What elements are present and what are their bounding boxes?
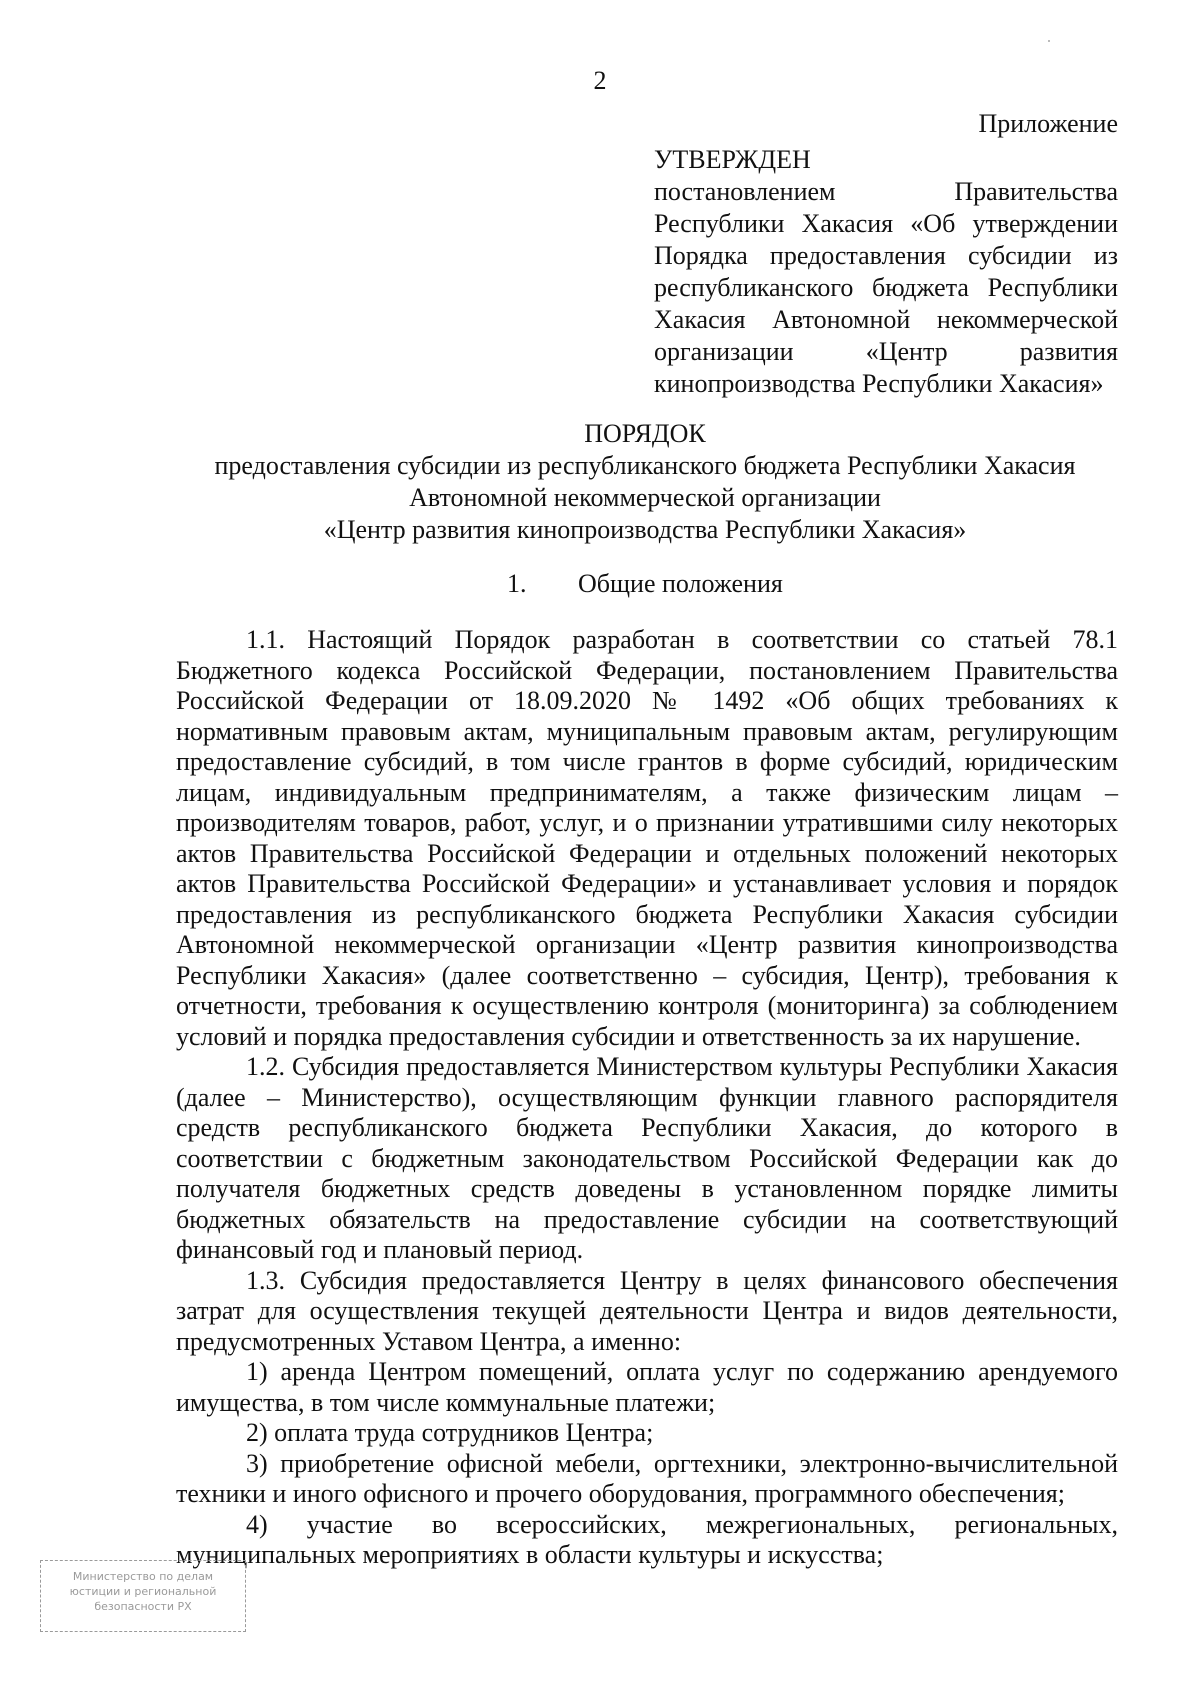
list-item-3: 3) приобретение офисной мебели, оргтехники, электронно-вычислительной техники и иного офисного и прочего оборудования, программного обеспечения; <box>176 1448 1118 1508</box>
paragraph-1-3: 1.3. Субсидия предоставляется Центру в целях финансового обеспечения затрат для осуществления текущей деятельности Центра и видов деятельности, предусмотренных Уставом Центра, а именно: <box>176 1265 1118 1356</box>
section-number: 1. <box>507 569 527 598</box>
document-subtitle <box>130 450 1160 546</box>
list-item-1: 1) аренда Центром помещений, оплата услуг по содержанию арендуемого имущества, в том числе коммунальные платежи; <box>176 1357 1118 1417</box>
approved-label: УТВЕРЖДЕН <box>654 145 811 174</box>
approval-resolution: постановлением Правительства Республики Хакасия «Об утверждении Порядка предоставления субсидии из республиканского бюджета Республики Хакасия Автономной некоммерческой организации «Центр развития кинопроизводства Республики Хакасия» <box>654 177 1118 398</box>
page-number: 2 <box>593 66 607 95</box>
document-title: ПОРЯДОК <box>584 419 706 448</box>
approval-block <box>654 108 1118 400</box>
document-body <box>176 625 1118 1571</box>
list-item-2: 2) оплата труда сотрудников Центра; <box>246 1418 654 1447</box>
stamp-line: Министерство по делам <box>72 1570 214 1583</box>
subtitle-line: Автономной некоммерческой организации <box>409 483 881 512</box>
stamp-line: безопасности РХ <box>94 1600 192 1613</box>
section-name: Общие положения <box>578 569 783 598</box>
paragraph-1-2: 1.2. Субсидия предоставляется Министерством культуры Республики Хакасия (далее – Министерство), осуществляющим функции главного распорядителя средств республиканского бюджета Республики Хакасия, до которого в соответствии с бюджетным законодательством Российской Федерации как до получателя бюджетных средств доведены в установленном порядке лимиты бюджетных обязательств на предоставление субсидии на соответствующий финансовый год и плановый период. <box>176 1052 1118 1264</box>
stamp-line: юстиции и региональной <box>69 1585 217 1598</box>
scan-speck <box>1048 40 1050 42</box>
annex-label: Приложение <box>978 109 1118 138</box>
subtitle-line: предоставления субсидии из республиканского бюджета Республики Хакасия <box>214 451 1076 480</box>
list-item-4: 4) участие во всероссийских, межрегиональных, региональных, муниципальных мероприятиях в области культуры и искусства; <box>176 1509 1118 1569</box>
registration-stamp <box>40 1560 246 1632</box>
paragraph-1-1: 1.1. Настоящий Порядок разработан в соответствии со статьей 78.1 Бюджетного кодекса Российской Федерации, постановлением Правительства Российской Федерации от 18.09.2020 № 1492 «Об общих требованиях к нормативным правовым актам, муниципальным правовым актам, регулирующим предоставление субсидий, в том числе грантов в форме субсидий, юридическим лицам, индивидуальным предпринимателям, а также физическим лицам – производителям товаров, работ, услуг, и о признании утратившими силу некоторых актов Правительства Российской Федерации и отдельных положений некоторых актов Правительства Российской Федерации» и устанавливает условия и порядок предоставления из республиканского бюджета Республики Хакасия субсидии Автономной некоммерческой организации «Центр развития кинопроизводства Республики Хакасия» (далее соответственно – субсидия, Центр), требования к отчетности, требования к осуществлению контроля (мониторинга) за соблюдением условий и порядка предоставления субсидии и ответственность за их нарушение. <box>176 625 1118 1051</box>
subtitle-line: «Центр развития кинопроизводства Республики Хакасия» <box>323 515 967 544</box>
